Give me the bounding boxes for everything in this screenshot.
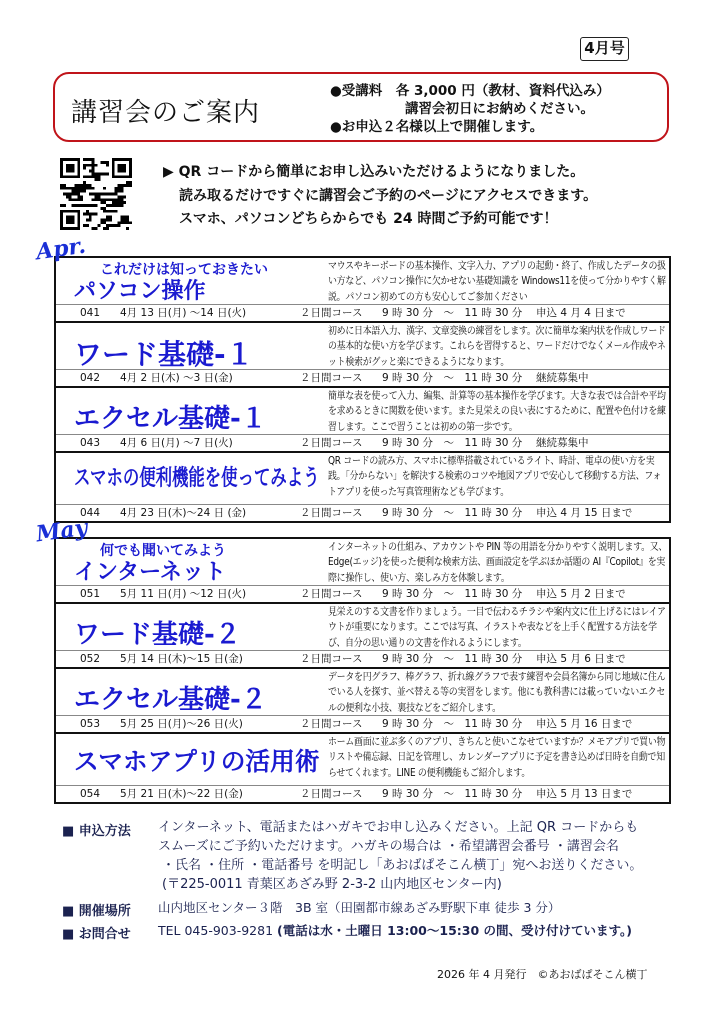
course-title-area — [56, 604, 324, 652]
apply-text — [158, 818, 642, 894]
course-block — [56, 604, 669, 669]
apply-line: ・氏名 ・住所 ・電話番号 を明記し「あおばぱそこん横丁」宛へお送りください。 — [162, 858, 643, 873]
course-length: ２日間コース — [300, 788, 363, 800]
course-title-area — [56, 258, 324, 306]
course-schedule-row — [56, 585, 669, 602]
course-description: 見栄えのする文書を作りましょう。一目で伝わるチラシや案内文に仕上げるにはレイアウトが重要になります。ここでは写真、イラストや表などを上手く配置する方法を学び、自分の思い通りの文書を作れるようにします。 — [328, 606, 666, 649]
contact-text — [158, 921, 632, 940]
course-description: ホーム画面に並ぶ多くのアプリ、きちんと使いこなせていますか？メモアプリで買い物リストや備忘録、日記を管理し、カレンダーアプリに予定を書き込めば日時を自動で知らせてくれます。LINE の便利機能もご紹介します。 — [328, 736, 666, 779]
contact-phone[interactable]: TEL 045-903-9281 — [158, 923, 274, 938]
course-dates: 5月 11 日(月) ～12 日(火) — [120, 588, 247, 600]
course-deadline: 申込 5 月 16 日まで — [536, 718, 633, 730]
qr-code[interactable] — [60, 158, 132, 230]
course-length: ２日間コース — [300, 372, 363, 384]
course-title: パソコン操作 — [74, 279, 206, 304]
course-deadline: 申込 5 月 2 日まで — [536, 588, 626, 600]
course-title-area — [56, 323, 324, 371]
course-dates: 5月 21 日(木)～22 日(金) — [120, 788, 243, 800]
course-schedule-row — [56, 715, 669, 732]
fee-payment-line: 講習会初日にお納めください。 — [405, 101, 594, 117]
course-deadline: 申込 4 月 15 日まで — [536, 507, 633, 519]
course-title: ワード基礎-１ — [74, 338, 254, 371]
course-table-may — [54, 537, 671, 804]
course-description: インターネットの仕組み、アカウントや PIN 等の用語を分かりやすく説明します。又、Edge(エッジ)を使った便利な検索方法、画面設定を学ぶほか話題の AI『Copilot』を実際に操作し、使い方、楽しみ方を体験します。 — [328, 541, 668, 584]
course-title: ワード基礎-２ — [74, 620, 241, 650]
course-dates: 5月 25 日(月)～26 日(火) — [120, 718, 243, 730]
course-block — [56, 258, 669, 323]
course-code: 053 — [80, 718, 101, 730]
course-dates: 4月 13 日(月) ～14 日(火) — [120, 307, 247, 319]
course-description: データを円グラフ、棒グラフ、折れ線グラフで表す練習や会員名簿から同じ地域に住んでいる人を探す、並べ替える等の実習をします。他にも教科書には載っていないエクセルの便利な小技、裏技などをご紹介します。 — [328, 671, 666, 714]
course-block — [56, 539, 669, 604]
course-title-area — [56, 453, 324, 501]
course-code: 044 — [80, 507, 101, 519]
course-title: スマホアプリの活用術 — [74, 747, 320, 776]
course-time: 9 時 30 分 ～ 11 時 30 分 — [382, 507, 523, 519]
course-schedule-row — [56, 304, 669, 321]
qr-notice-line: ▶ QR コードから簡単にお申し込みいただけるようになりました。 — [163, 164, 585, 180]
course-description: マウスやキーボードの基本操作、文字入力、アプリの起動・終了、作成したデータの扱い方など、パソコン操作に欠かせない基礎知識を Windows11を使って分かりやすく解説。パソコン初めての方も安心してご参加ください — [328, 260, 666, 303]
page-title: 講習会のご案内 — [71, 98, 261, 128]
course-subtitle: 何でも聞いてみよう — [100, 543, 226, 559]
venue-text: 山内地区センター３階 3B 室（田園都市線あざみ野駅下車 徒歩 3 分） — [158, 900, 561, 915]
course-length: ２日間コース — [300, 307, 363, 319]
course-length: ２日間コース — [300, 653, 363, 665]
course-description: QR コードの読み方、スマホに標準搭載されているライト、時計、電卓の使い方を実践。「分からない」を解決する検索のコツや地図アプリで安心して移動する方法、フォトアプリを使った写真管理術なども学びます。 — [328, 455, 662, 498]
course-time: 9 時 30 分 ～ 11 時 30 分 — [382, 653, 523, 665]
course-length: ２日間コース — [300, 718, 363, 730]
qr-notice — [163, 161, 597, 232]
course-schedule-row — [56, 785, 669, 802]
course-time: 9 時 30 分 ～ 11 時 30 分 — [382, 588, 523, 600]
course-length: ２日間コース — [300, 437, 363, 449]
course-block — [56, 734, 669, 802]
course-code: 043 — [80, 437, 101, 449]
course-dates: 4月 2 日(木) ～3 日(金) — [120, 372, 233, 384]
course-deadline: 申込 5 月 13 日まで — [536, 788, 633, 800]
course-title: スマホの便利機能を使ってみよう — [74, 466, 320, 491]
qr-notice-line: 読み取るだけですぐに講習会ご予約のページにアクセスできます。 — [179, 187, 598, 204]
course-title: エクセル基礎-１ — [74, 404, 267, 434]
course-time: 9 時 30 分 ～ 11 時 30 分 — [382, 437, 523, 449]
course-schedule-row — [56, 369, 669, 386]
course-deadline: 継続募集中 — [536, 437, 589, 449]
contact-hours: (電話は水・土曜日 13:00～15:30 の間、受け付けています。) — [277, 923, 632, 938]
course-length: ２日間コース — [300, 588, 363, 600]
course-title-area — [56, 539, 324, 587]
course-block — [56, 669, 669, 734]
issued-note: 2026 年 4 月発行 ©あおばぱそこん横丁 — [437, 968, 648, 981]
course-code: 051 — [80, 588, 101, 600]
course-block — [56, 388, 669, 453]
fee-info — [330, 82, 610, 136]
venue-label: ■ 開催場所 — [62, 904, 131, 919]
course-block — [56, 323, 669, 388]
qr-notice-line: スマホ、パソコンどちらからでも 24 時間ご予約可能です！ — [179, 211, 558, 227]
fee-line: ●受講料 各 3,000 円（教材、資料代込み） — [330, 83, 610, 99]
course-deadline: 申込 5 月 6 日まで — [536, 653, 626, 665]
course-subtitle: これだけは知っておきたい — [100, 262, 268, 278]
course-deadline: 申込 4 月 4 日まで — [536, 307, 626, 319]
course-time: 9 時 30 分 ～ 11 時 30 分 — [382, 788, 523, 800]
issue-label: 4月号 — [580, 37, 629, 61]
course-time: 9 時 30 分 ～ 11 時 30 分 — [382, 372, 523, 384]
apply-line: インターネット、電話またはハガキでお申し込みください。上記 QR コードからも — [158, 820, 639, 835]
apply-label: ■ 申込方法 — [62, 824, 131, 839]
course-title: エクセル基礎-２ — [74, 685, 267, 715]
course-deadline: 継続募集中 — [536, 372, 589, 384]
course-title-area — [56, 669, 324, 717]
course-title-area — [56, 734, 324, 782]
course-time: 9 時 30 分 ～ 11 時 30 分 — [382, 307, 523, 319]
course-title-area — [56, 388, 324, 436]
course-description: 簡単な表を使って入力、編集、計算等の基本操作を学びます。大きな表では合計や平均を求めるときに関数を使います。また見栄えの良い表にするために、配置や色付けを練習します。ここで習うことは初めの第一歩です。 — [328, 390, 666, 433]
contact-label: ■ お問合せ — [62, 927, 131, 942]
course-code: 052 — [80, 653, 101, 665]
course-code: 054 — [80, 788, 101, 800]
course-title: インターネット — [74, 560, 227, 585]
course-dates: 4月 23 日(木)～24 日 (金) — [120, 507, 247, 519]
course-description: 初めに日本語入力、漢字、文章変換の練習をします。次に簡単な案内状を作成しワードの基本的な使い方を学びます。これらを習得すると、ワードだけでなくメール作成やネット検索がグッと楽にできるようになります。 — [328, 325, 666, 368]
course-schedule-row — [56, 650, 669, 667]
course-schedule-row — [56, 434, 669, 451]
course-code: 042 — [80, 372, 101, 384]
month-label-april: Apr. — [34, 232, 88, 266]
course-length: ２日間コース — [300, 507, 363, 519]
course-time: 9 時 30 分 ～ 11 時 30 分 — [382, 718, 523, 730]
apply-line: (〒225-0011 青葉区あざみ野 2-3-2 山内地区センター内) — [162, 877, 502, 892]
course-dates: 4月 6 日(月) ～7 日(火) — [120, 437, 233, 449]
course-schedule-row — [56, 504, 669, 521]
minimum-line: ●お申込２名様以上で開催します。 — [330, 119, 544, 135]
course-dates: 5月 14 日(木)～15 日(金) — [120, 653, 243, 665]
apply-line: スムーズにご予約いただけます。ハガキの場合は ・希望講習会番号 ・講習会名 — [158, 839, 619, 854]
course-block — [56, 453, 669, 521]
course-table-april — [54, 256, 671, 523]
course-code: 041 — [80, 307, 101, 319]
banner — [53, 72, 669, 142]
month-label-may: May — [34, 514, 89, 548]
